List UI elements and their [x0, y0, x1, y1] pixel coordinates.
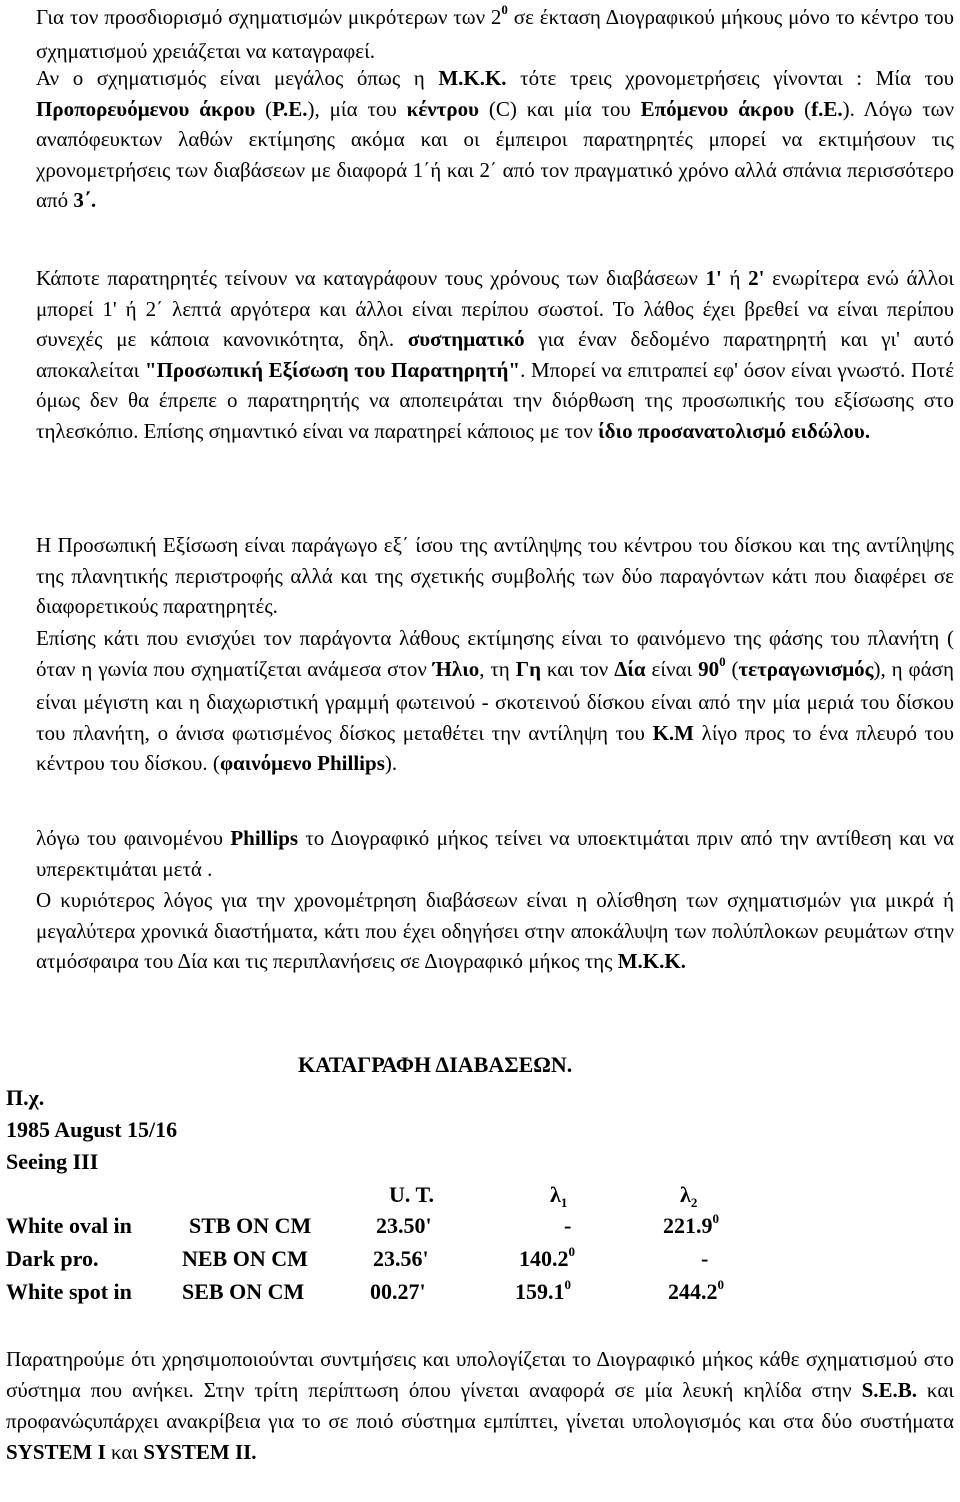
superscript: 0	[568, 1244, 575, 1259]
intro-paragraph	[36, 2, 954, 66]
system-one-term: SYSTEM I	[6, 1440, 106, 1464]
text: (C) και μία του	[479, 96, 641, 121]
value: 159.1	[515, 1279, 565, 1304]
text: Για τον προσδιορισμό σχηματισμών μικρότερων των 2	[36, 5, 502, 29]
text: Παρατηρούμε ότι χρησιμοποιούνται συντμήσεις και υπολογίζεται το Διογραφικό μήκος κάθε σχηματισμού στο σύστημα που ανήκει. Στην τρίτη περίπτωση όπου γίνεται αναφορά σε μία λευκή κηλίδα στην	[6, 1347, 954, 1402]
text: ). Λόγω των αναπόφευκτων λαθών εκτίμησης ακόμα και οι έμπειροι παρατηρητές μπορεί να εκτιμήσουν τις χρονομετρήσεις των διαβάσεων με διαφορά 1΄ή και 2΄ από τον πραγματικό χρόνο αλλά σπάνια περισσότερο από	[36, 96, 955, 212]
lambda2-cell	[668, 1279, 724, 1305]
feature-cell: White oval in	[6, 1213, 132, 1238]
value: 244.2	[668, 1279, 718, 1304]
phase-paragraph	[36, 623, 954, 779]
text: ).	[384, 751, 398, 775]
mkk-abbrev: M.K.K.	[617, 949, 686, 973]
subscript: 1	[560, 1195, 568, 1210]
conclusion-paragraph	[6, 1344, 954, 1468]
text: Κάποτε παρατηρητές τείνουν να καταγράφουν τους χρόνους των διαβάσεων	[36, 266, 706, 290]
belt-cell: SEB ON CM	[182, 1279, 305, 1304]
seb-abbrev: S.E.B.	[861, 1378, 918, 1402]
phillips-term: Phillips	[230, 826, 299, 850]
ut-cell: 00.27'	[370, 1279, 426, 1304]
feature-cell: White spot in	[6, 1279, 132, 1304]
belt-cell: NEB ON CM	[182, 1246, 308, 1271]
text: λόγω του φαινομένου	[36, 826, 231, 850]
text: ), μία του	[307, 96, 407, 121]
text: , τη	[479, 656, 516, 681]
text: . Μπορεί να επιτραπεί εφ' όσον είναι γνωστό. Ποτέ όμως δεν θα έπρεπε ο παρατηρητής να αποπειράται την διόρθωση της προσωπικής του εξίσωσης στο τηλεσκόπιο. Επίσης σημαντικό είναι να παρατηρεί κάποιος με τον	[36, 357, 955, 443]
following-edge-term: Επόμενου άκρου	[640, 96, 795, 121]
quadrature-term: τετραγωνισμός	[738, 656, 874, 681]
one-minute: 1'	[705, 266, 722, 290]
table-title: ΚΑΤΑΓΡΑΦΗ ΔΙΑΒΑΣΕΩΝ.	[298, 1052, 573, 1077]
text: για έναν δεδομένο παρατηρητή και γι' αυτό αποκαλείται	[36, 327, 954, 382]
mkk-abbrev: M.K.K.	[438, 66, 507, 90]
phillips-paragraph	[36, 823, 954, 884]
text: και προφανώςυπάρχει ανακρίβεια για το σε ποιό σύστημα εμπίπτει, γίνεται υπολογισμός και στα δύο συστήματα	[6, 1378, 954, 1433]
center-term: κέντρου	[406, 96, 479, 121]
fe-abbrev: f.E.	[811, 96, 843, 121]
lambda-symbol: λ	[550, 1182, 561, 1207]
feature-cell: Dark pro.	[6, 1246, 99, 1271]
ut-cell: 23.50'	[376, 1213, 432, 1238]
drift-paragraph	[36, 885, 954, 977]
text: (	[725, 656, 739, 681]
superscript: 0	[717, 1277, 724, 1292]
value: -	[564, 1213, 572, 1238]
personal-equation-paragraph	[36, 263, 954, 446]
superscript: 0	[712, 1211, 719, 1226]
text: λίγο προς το ένα πλευρό του κέντρου του δίσκου. (	[36, 720, 954, 775]
example-label: Π.χ.	[6, 1085, 45, 1110]
text: (	[255, 96, 273, 121]
lambda1-cell	[564, 1213, 571, 1239]
text: Επίσης κάτι που ενισχύει τον παράγοντα λάθους εκτίμησης είναι το φαινόμενο της φάσης του πλανήτη ( όταν η γωνία που σχηματίζεται ανάμεσα στον	[36, 626, 954, 681]
value: -	[701, 1246, 709, 1271]
systematic-term: συστηματικό	[407, 327, 525, 351]
ninety-degrees: 90	[698, 656, 720, 681]
lambda1-cell	[515, 1279, 571, 1305]
three-minutes: 3΄.	[73, 188, 97, 212]
text: και τον	[541, 656, 615, 681]
header-ut: U. T.	[389, 1182, 435, 1207]
superscript: 0	[564, 1277, 571, 1292]
text: το Διογραφικό μήκος τείνει να υποεκτιμάται πριν από την αντίθεση και να υπερεκτιμάται μετά .	[36, 826, 954, 881]
personal-equation-term: "Προσωπική Εξίσωση του Παρατηρητή"	[144, 357, 521, 382]
system-two-term: SYSTEM II.	[143, 1440, 257, 1464]
pe-abbrev: P.E.	[272, 96, 308, 121]
header-lambda1	[550, 1182, 567, 1208]
jupiter-term: Δία	[614, 656, 646, 681]
earth-term: Γη	[515, 656, 541, 681]
text: ), η φάση είναι μέγιστη και η διαχωριστική γραμμή φωτεινού - σκοτεινού δίσκου είναι από την μία μεριά του δίσκου του πλανήτη, ο άνισα φωτισμένος δίσκος μεταθέτει την αντίληψη του	[36, 656, 954, 745]
text: ή	[721, 266, 749, 290]
text: (	[794, 96, 812, 121]
lambda2-cell	[663, 1213, 719, 1239]
text: και	[105, 1440, 144, 1464]
text: Αν ο σχηματισμός είναι μεγάλος όπως η	[36, 66, 439, 90]
superscript: 0	[501, 2, 508, 17]
lambda-symbol: λ	[680, 1182, 691, 1207]
superscript: 0	[719, 653, 726, 669]
sun-term: Ήλιο	[432, 656, 480, 681]
same-orientation-term: ίδιο προσανατολισμό ειδώλου.	[598, 418, 871, 443]
km-abbrev: Κ.Μ	[652, 720, 694, 745]
value: 140.2	[519, 1246, 569, 1271]
phillips-effect-term: φαινόμενο Phillips	[219, 751, 385, 775]
multi-timing-paragraph	[36, 63, 954, 216]
two-minutes: 2'	[748, 266, 765, 290]
belt-cell: STB ON CM	[189, 1213, 312, 1238]
text: Ο κυριότερος λόγος για την χρονομέτρηση διαβάσεων είναι η ολίσθηση των σχηματισμών για μικρά ή μεγαλύτερα χρονικά διαστήματα, κάτι που έχει οδηγήσει στην αποκάλυψη των πολύπλοκων ρευμάτων στην ατμόσφαιρα του Δία και τις περιπλανήσεις σε Διογραφικό μήκος της	[36, 888, 954, 973]
value: 221.9	[663, 1213, 713, 1238]
header-lambda2	[680, 1182, 697, 1208]
lambda1-cell	[519, 1246, 575, 1272]
lambda2-cell	[701, 1246, 708, 1272]
observation-date: 1985 August 15/16	[6, 1117, 178, 1142]
text: είναι	[645, 656, 699, 681]
seeing-rating: Seeing III	[6, 1149, 99, 1174]
ut-cell: 23.56'	[373, 1246, 429, 1271]
perception-paragraph: Η Προσωπική Εξίσωση είναι παράγωγο εξ΄ ίσου της αντίληψης του κέντρου του δίσκου και της αντίληψης της πλανητικής περιστροφής αλλά και της σχετικής συμβολής των δύο παραγόντων κάτι που διαφέρει σε διαφορετικούς παρατηρητές.	[36, 533, 954, 618]
text: ενωρίτερα ενώ άλλοι μπορεί 1' ή 2΄ λεπτά αργότερα και άλλοι είναι περίπου σωστοί. Το λάθος έχει βρεθεί να είναι περίπου συνεχές με κάποια κανονικότητα, δηλ.	[36, 266, 954, 351]
text: σε έκταση Διογραφικού μήκους μόνο το κέντρο του σχηματισμού χρειάζεται να καταγραφεί.	[36, 5, 954, 63]
subscript: 2	[690, 1195, 698, 1210]
preceding-edge-term: Προπορευόμενου άκρου	[36, 96, 256, 121]
text: τότε τρεις χρονομετρήσεις γίνονται : Μία του	[506, 66, 954, 90]
